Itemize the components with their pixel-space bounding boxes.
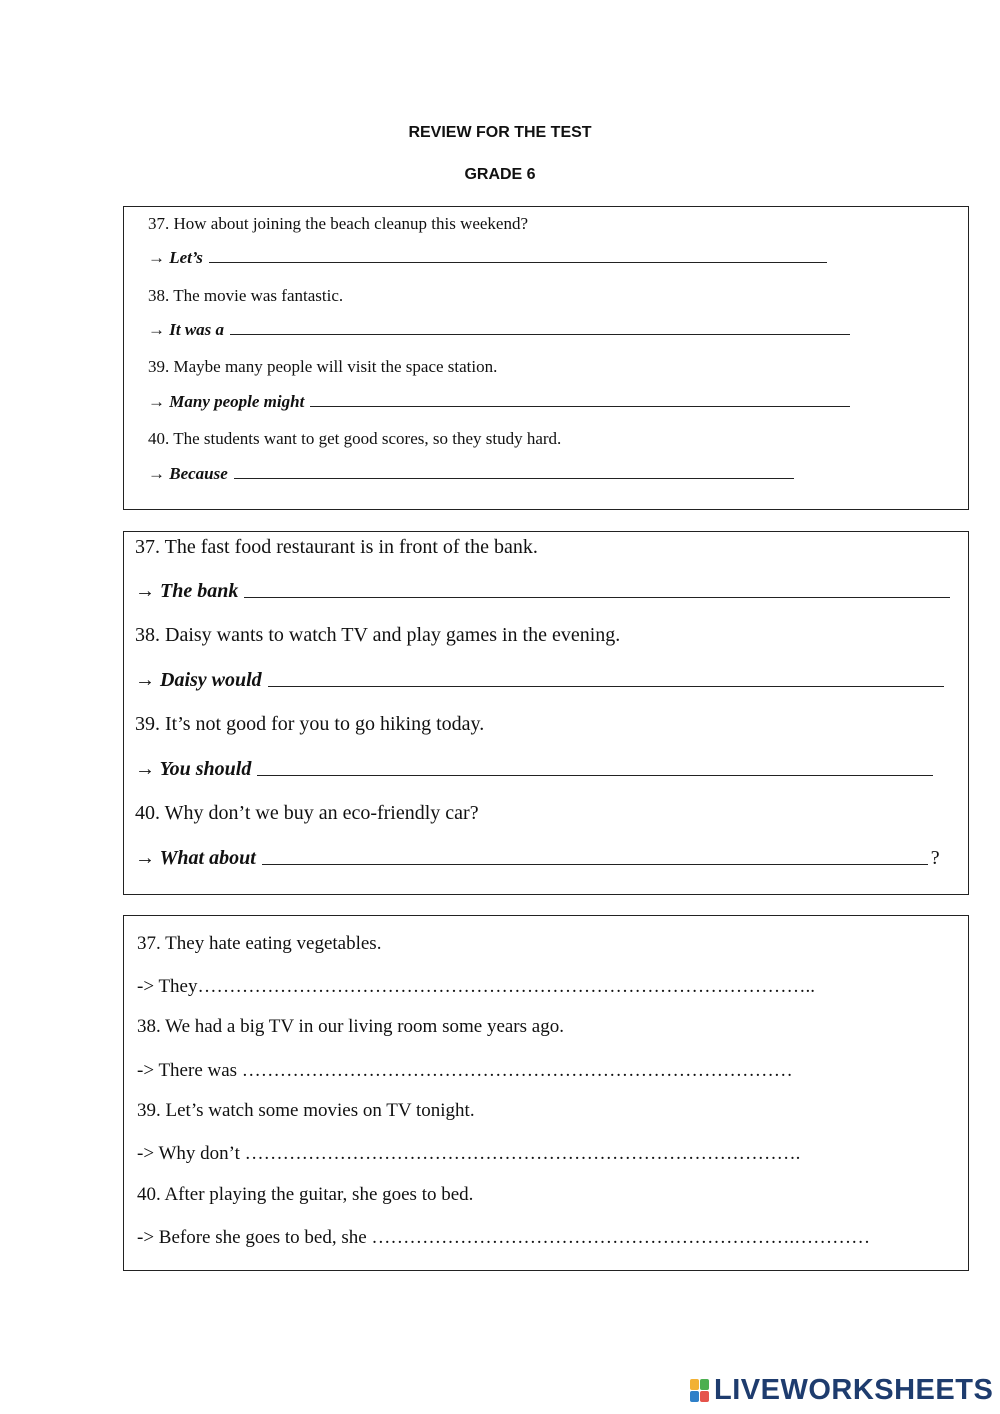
answer-row-39: [148, 392, 968, 412]
logo-square-icon: [700, 1391, 709, 1402]
answer-line-38[interactable]: -> There was ……………………………………………………………………………: [137, 1060, 793, 1081]
answer-prompt: → Daisy would: [135, 669, 262, 691]
answer-blank[interactable]: [209, 262, 827, 263]
question-38: 38. Daisy wants to watch TV and play games in the evening.: [135, 624, 621, 646]
answer-row-39: [135, 758, 968, 781]
question-40: 40. After playing the guitar, she goes to bed.: [137, 1184, 474, 1205]
answer-blank[interactable]: [268, 686, 944, 687]
question-mark: ?: [930, 847, 940, 869]
answer-blank[interactable]: [310, 406, 850, 407]
logo-square-icon: [690, 1379, 699, 1390]
answer-row-40: [135, 847, 968, 870]
exercise-box-3: [123, 915, 969, 1271]
answer-row-37: [148, 248, 968, 268]
answer-blank[interactable]: [244, 597, 950, 598]
question-37: 37. They hate eating vegetables.: [137, 933, 382, 954]
grade-label: GRADE 6: [464, 166, 536, 183]
answer-row-40: [148, 464, 968, 484]
answer-blank[interactable]: [262, 864, 928, 865]
answer-blank[interactable]: [257, 775, 933, 776]
question-40: 40. The students want to get good scores, so they study hard.: [148, 429, 562, 448]
page-title: REVIEW FOR THE TEST: [408, 124, 592, 141]
answer-prompt: → Let’s: [148, 248, 203, 267]
question-37: 37. How about joining the beach cleanup this weekend?: [148, 214, 529, 233]
answer-blank[interactable]: [230, 334, 850, 335]
question-39: 39. Let’s watch some movies on TV tonight.: [137, 1100, 475, 1121]
brand-name: LIVEWORKSHEETS: [714, 1374, 994, 1406]
answer-prompt: → The bank: [135, 580, 239, 602]
answer-line-37[interactable]: -> They……………………………………………………………………………………..: [137, 976, 815, 997]
answer-prompt: → What about: [135, 847, 256, 869]
answer-row-38: [135, 669, 968, 692]
answer-line-40[interactable]: -> Before she goes to bed, she ………………………………………………………….…………: [137, 1227, 871, 1248]
question-39: 39. It’s not good for you to go hiking today.: [135, 713, 485, 735]
question-38: 38. We had a big TV in our living room some years ago.: [137, 1016, 564, 1037]
answer-line-39[interactable]: -> Why don’t …………………………………………………………………………….: [137, 1143, 801, 1164]
answer-prompt: → Many people might: [148, 392, 305, 411]
answer-prompt: → You should: [135, 758, 252, 780]
answer-row-37: [135, 580, 968, 603]
logo-square-icon: [700, 1379, 709, 1390]
question-40: 40. Why don’t we buy an eco-friendly car?: [135, 802, 479, 824]
logo-square-icon: [690, 1391, 699, 1402]
exercise-box-2: [123, 531, 969, 895]
answer-blank[interactable]: [234, 478, 794, 479]
answer-row-38: [148, 320, 968, 340]
liveworksheets-logo: [690, 1374, 993, 1407]
answer-prompt: → Because: [148, 464, 228, 483]
question-39: 39. Maybe many people will visit the space station.: [148, 357, 498, 376]
question-38: 38. The movie was fantastic.: [148, 286, 344, 305]
exercise-box-1: [123, 206, 969, 510]
question-37: 37. The fast food restaurant is in front of the bank.: [135, 536, 538, 558]
answer-prompt: → It was a: [148, 320, 225, 339]
logo-mark-icon: [690, 1379, 709, 1402]
